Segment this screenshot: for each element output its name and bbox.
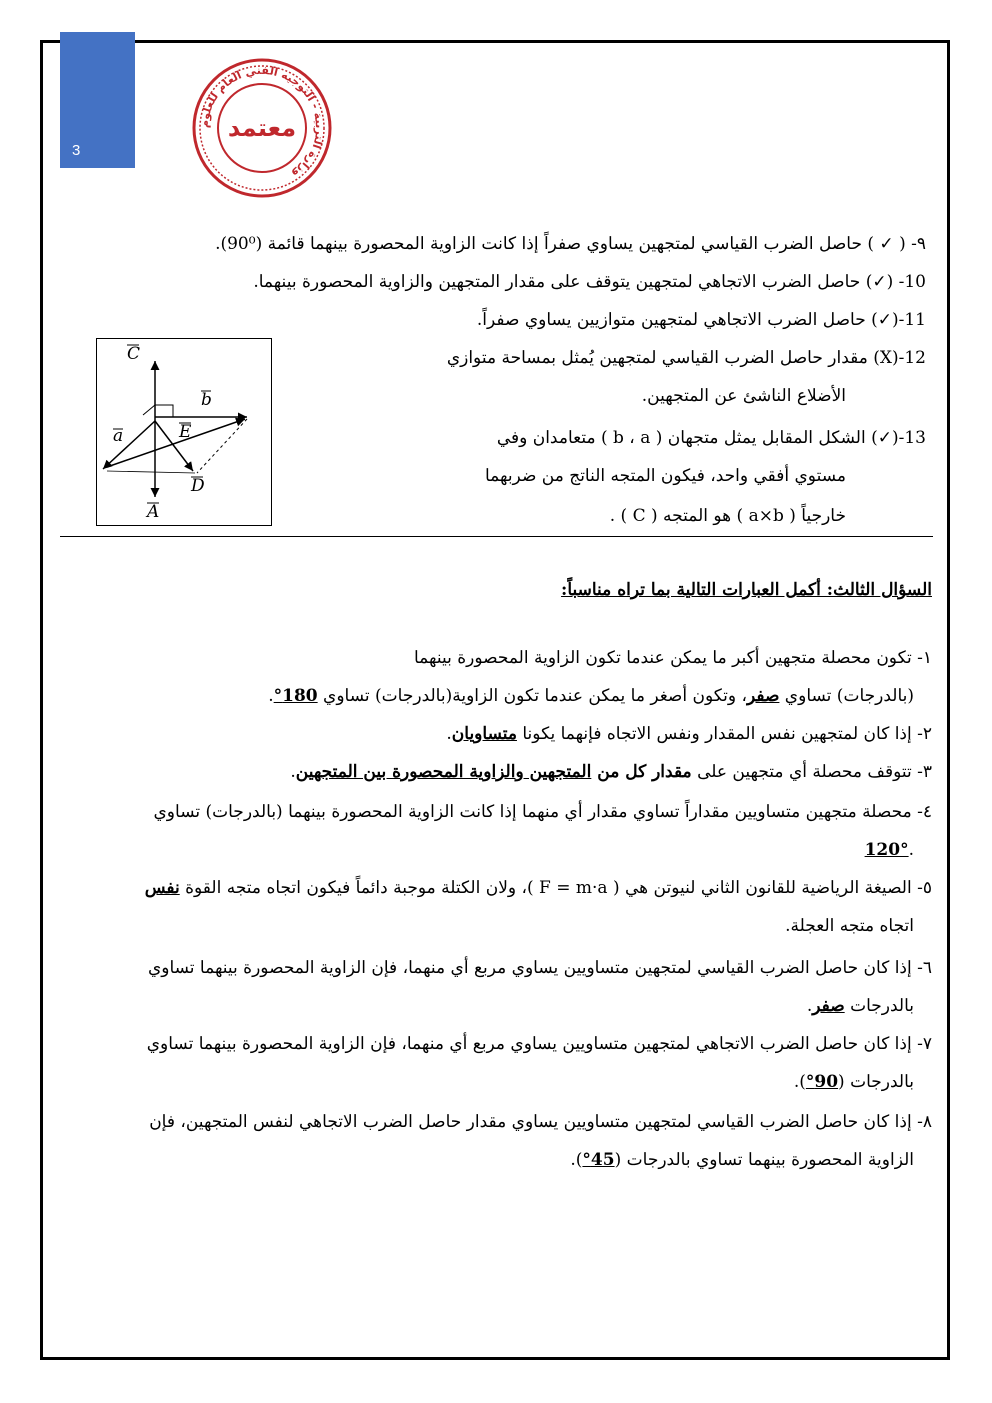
statement-13-line1: 13-(✓) الشكل المقابل يمثل متجهان ( b ، a ) متعامدان وفي [496,428,926,448]
label-b: b [201,390,212,410]
statement-10: 10- (✓) حاصل الضرب الاتجاهي لمتجهين يتوقف على مقدار المتجهين والزاوية المحصورة بينهما. [253,272,926,292]
answer-7: 90° [805,1072,839,1092]
stamp-ring-text: وزارة التربية - التوجيه الفني العام للعلوم [197,63,327,182]
label-a-down: A [147,502,160,522]
answer-4: 120° [864,840,909,860]
fill-item-7-line1: ٧- إذا كان حاصل الضرب الاتجاهي لمتجهين متساويين يساوي مربع أي منهما، فإن الزاوية المحصورة بينهما تساوي [146,1034,932,1054]
answer-1b: 180° [273,686,318,706]
fill-item-7-line2: بالدرجات (90°). [793,1072,914,1092]
fill-item-4-line2: .120° [864,840,914,860]
fill-item-8-line1: ٨- إذا كان حاصل الضرب القياسي لمتجهين متساويين يساوي مقدار حاصل الضرب الاتجاهي لنفس المتجهين، فإن [149,1112,932,1132]
fill-item-6-line1: ٦- إذا كان حاصل الضرب القياسي لمتجهين متساويين يساوي مربع أي منهما، فإن الزاوية المحصورة بينهما تساوي [147,958,932,978]
vector-figure [96,338,272,526]
vector-e-line [107,419,245,467]
fill-item-1-line1: ١- تكون محصلة متجهين أكبر ما يمكن عندما تكون الزاوية المحصورة بينهما [413,648,932,668]
label-a: a [113,426,124,446]
answer-6: صفر [812,996,845,1016]
vector-a-line [103,421,155,469]
stamp-text: معتمد [227,114,297,142]
statement-13-line3: خارجياً ( a×b ) هو المتجه ( C ) . [609,506,846,526]
approval-stamp [190,56,334,200]
answer-5: نفس [144,878,180,898]
fill-item-5-line2: اتجاه متجه العجلة. [785,916,914,936]
fill-item-4-line1: ٤- محصلة متجهين متساويين مقداراً تساوي مقدار أي منهما إذا كانت الزاوية المحصورة بينهما (بالدرجات) تساوي [153,802,932,822]
statement-9: ٩- ( ✓ ) حاصل الضرب القياسي لمتجهين يساوي صفراً إذا كانت الزاوية المحصورة بينهما قائمة (90⁰). [215,234,926,254]
answer-1a: صفر [746,686,780,706]
base-line [107,471,195,473]
fill-item-6-line2: بالدرجات صفر. [806,996,914,1016]
answer-2: متساويان [451,724,517,744]
statement-13-line2: مستوي أفقي واحد، فيكون المتجه الناتج من ضربهما [484,466,846,486]
label-d: D [191,476,205,496]
fill-item-1-line2: (بالدرجات) تساوي صفر، وتكون أصغر ما يمكن عندما تكون الزاوية(بالدرجات) تساوي 180°. [268,686,914,706]
right-angle-mark [155,405,173,417]
answer-3: المتجهين والزاوية المحصورة بين المتجهين [295,762,592,782]
label-c: C [127,344,141,364]
statement-12-line1: 12-(X) مقدار حاصل الضرب القياسي لمتجهين يُمثل بمساحة متوازي [446,348,926,368]
page-number: 3 [72,142,81,159]
fill-item-5-line1: ٥- الصيغة الرياضية للقانون الثاني لنيوتن هي ( F = m·a )، ولان الكتلة موجبة دائماً فيكون اتجاه متجه القوة نفس [144,878,932,898]
section-title: السؤال الثالث: أكمل العبارات التالية بما تراه مناسباً: [561,580,932,600]
answer-8: 45° [582,1150,615,1170]
label-e: E [179,422,192,442]
section-divider [60,536,933,537]
fill-item-3: ٣- تتوقف محصلة أي متجهين على مقدار كل من المتجهين والزاوية المحصورة بين المتجهين. [290,762,932,782]
vector-diagram [97,339,271,525]
statement-12-line2: الأضلاع الناشئ عن المتجهين. [641,386,846,406]
fill-item-8-line2: الزاوية المحصورة بينهما تساوي بالدرجات (45°). [570,1150,914,1170]
fill-item-2: ٢- إذا كان لمتجهين نفس المقدار ونفس الاتجاه فإنهما يكونا متساويان. [446,724,932,744]
statement-11: 11-(✓) حاصل الضرب الاتجاهي لمتجهين متوازيين يساوي صفراً. [476,310,926,330]
